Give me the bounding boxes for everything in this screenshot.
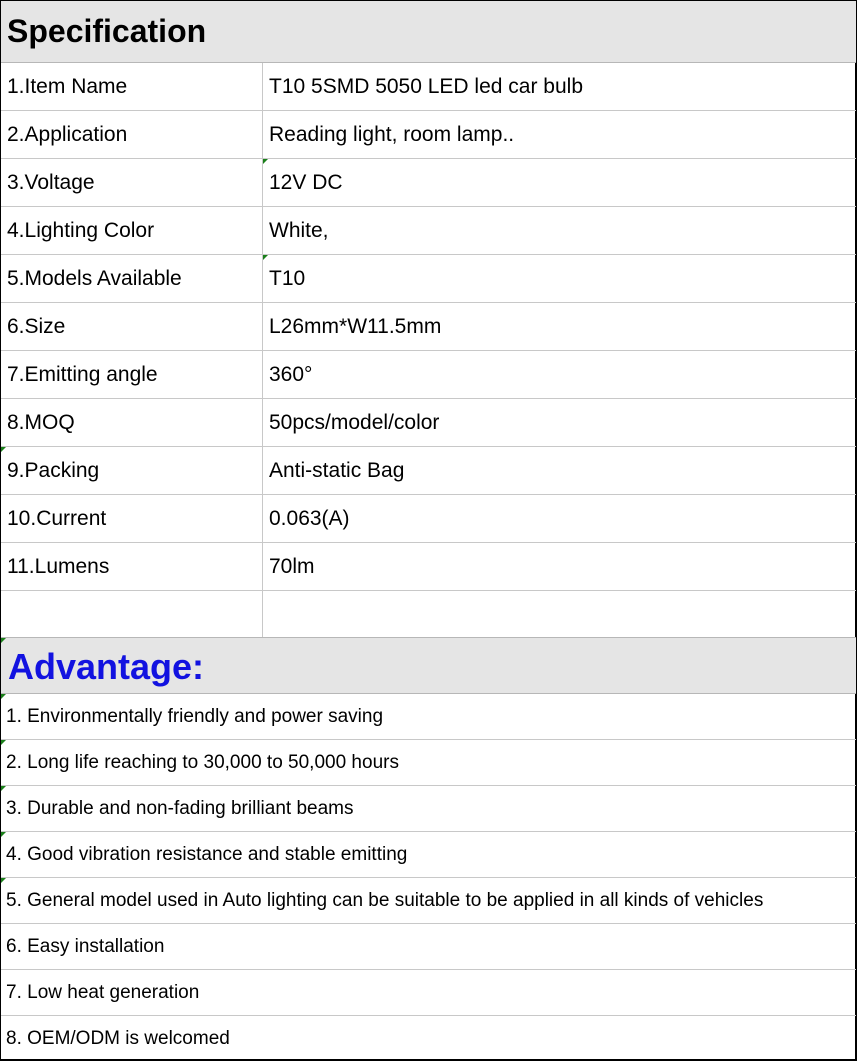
cell-marker-icon (1, 786, 6, 791)
spec-label: 2.Application (1, 111, 263, 158)
advantage-item: 8. OEM/ODM is welcomed (6, 1028, 230, 1049)
advantage-item: 2. Long life reaching to 30,000 to 50,000 hours (1, 740, 856, 786)
cell-marker-icon (1, 740, 6, 745)
spec-value: 70lm (269, 555, 315, 578)
spec-label: 11.Lumens (1, 543, 263, 590)
spec-value: Anti-static Bag (269, 459, 405, 482)
spec-row (1, 495, 856, 543)
advantage-header (1, 637, 856, 694)
spec-row (1, 111, 856, 159)
spec-row (1, 447, 856, 495)
advantage-item: 4. Good vibration resistance and stable emitting (1, 832, 856, 878)
spec-label: 5.Models Available (1, 255, 263, 302)
spec-label (1, 591, 263, 637)
advantage-item: 3. Durable and non-fading brilliant beams (1, 786, 856, 832)
spec-value: 360° (269, 363, 313, 386)
cell-marker-icon (263, 159, 268, 164)
cell-marker-icon (1, 694, 6, 699)
advantage-item: 7. Low heat generation (1, 970, 856, 1016)
specification-title: Specification (7, 13, 207, 49)
spec-row (1, 303, 856, 351)
spec-row (1, 207, 856, 255)
spec-label: 3.Voltage (1, 159, 263, 206)
spec-value: T10 5SMD 5050 LED led car bulb (269, 75, 584, 98)
advantage-item: 1. Environmentally friendly and power saving (1, 694, 856, 740)
spec-value: 12V DC (269, 171, 343, 194)
spec-value: T10 (269, 267, 306, 290)
spec-value (263, 591, 856, 637)
spec-label: 4.Lighting Color (1, 207, 263, 254)
cell-marker-icon (263, 255, 268, 260)
spec-label: 9.Packing (1, 447, 263, 494)
spec-row (1, 543, 856, 591)
spec-value: Reading light, room lamp.. (269, 123, 515, 146)
spec-row (1, 399, 856, 447)
spec-value: 0.063(A) (269, 507, 350, 530)
cell-marker-icon (1, 447, 6, 452)
cell-marker-icon (1, 638, 6, 643)
spec-value: White, (269, 219, 329, 242)
spec-label: 7.Emitting angle (1, 351, 263, 398)
spec-value: 50pcs/model/color (269, 411, 440, 434)
spec-row (1, 255, 856, 303)
advantage-title: Advantage: (8, 646, 205, 687)
spec-label: 1.Item Name (1, 63, 263, 110)
spec-row-empty (1, 591, 856, 637)
cell-marker-icon (1, 878, 6, 883)
advantage-item: 5. General model used in Auto lighting can be suitable to be applied in all kinds of vehicles (1, 878, 856, 924)
spec-label: 6.Size (1, 303, 263, 350)
specification-header (1, 1, 856, 63)
spec-row (1, 159, 856, 207)
advantage-item: 6. Easy installation (1, 924, 856, 970)
spec-label: 10.Current (1, 495, 263, 542)
spec-value: L26mm*W11.5mm (269, 315, 442, 338)
spec-label: 8.MOQ (1, 399, 263, 446)
cell-marker-icon (1, 832, 6, 837)
spec-row (1, 351, 856, 399)
spec-row (1, 63, 856, 111)
